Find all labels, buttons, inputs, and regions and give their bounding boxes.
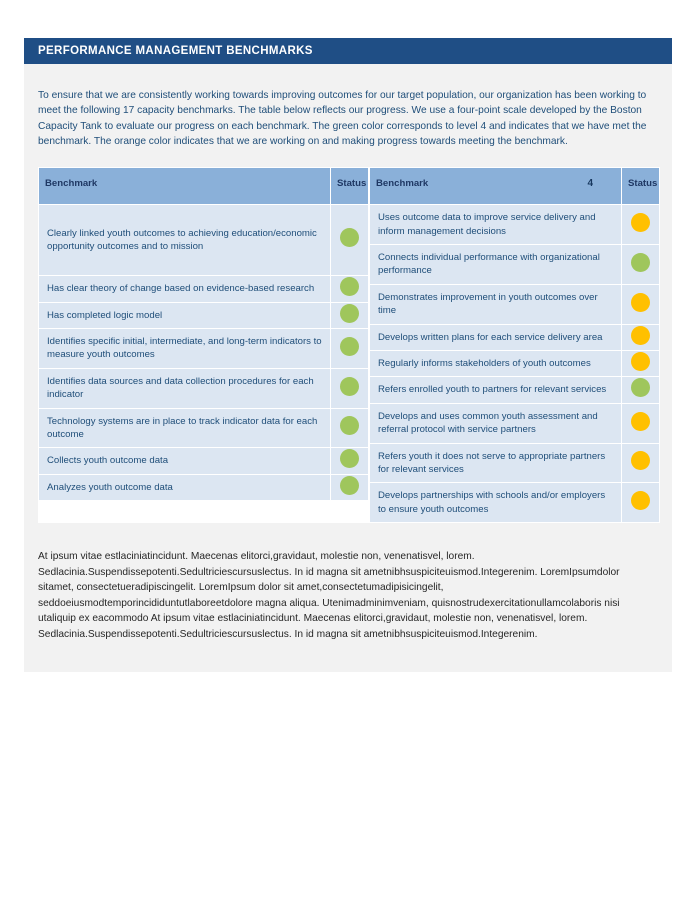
status-met-icon bbox=[340, 277, 359, 296]
right-status-cell bbox=[622, 245, 660, 285]
table-row[interactable] bbox=[370, 245, 660, 285]
right-status-cell bbox=[622, 377, 660, 403]
right-benchmark-cell: Develops written plans for each service delivery area bbox=[370, 324, 622, 350]
right-benchmark-table bbox=[369, 167, 660, 523]
left-benchmark-cell: Has clear theory of change based on evidence-based research bbox=[39, 276, 331, 302]
outro-paragraph: At ipsum vitae estlaciniatincidunt. Maecenas elitorci,gravidaut, molestie non, venenatisvel, lorem. Sedlacinia.Suspendissepotenti.Sedultriciescursuslectus. In id magna sit ametnibhsuspiciteuismod.Integerenim. LoremIpsumdolor sitamet, consectetueradipiscingelit. LoremIpsum dolor sit amet,consectetumadipisicingelit, seddoeiusmodtemporincididuntutlaboreetdolore magna aliqua. Utenimadminimveniam, quisnostrudexercitationullamcolaboris nisi utaliquip ex eacommodo At ipsum vitae estlaciniatincidunt. Maecenas elitorci,gravidaut, molestie non, venenatisvel, lorem. Sedlacinia.Suspendissepotenti.Sedultriciescursuslectus. In id magna sit ametnibhsuspiciteuismod.Integerenim. bbox=[38, 551, 620, 640]
right-status-cell bbox=[622, 205, 660, 245]
left-status-cell bbox=[331, 408, 369, 448]
status-met-icon bbox=[340, 228, 359, 247]
right-table-body bbox=[370, 205, 660, 523]
benchmarks-tables bbox=[38, 167, 658, 523]
left-status-cell bbox=[331, 302, 369, 328]
left-benchmark-cell: Identifies data sources and data collection procedures for each indicator bbox=[39, 368, 331, 408]
right-status-cell bbox=[622, 443, 660, 483]
right-benchmark-cell: Uses outcome data to improve service delivery and inform management decisions bbox=[370, 205, 622, 245]
right-table-head bbox=[370, 168, 660, 205]
status-in-progress-icon bbox=[631, 213, 650, 232]
table-row[interactable] bbox=[370, 324, 660, 350]
status-met-icon bbox=[340, 476, 359, 495]
right-status-cell bbox=[622, 483, 660, 523]
right-benchmark-cell: Refers youth it does not serve to appropriate partners for relevant services bbox=[370, 443, 622, 483]
intro-paragraph: To ensure that we are consistently working towards improving outcomes for our target population, our organization has been working to meet the following 17 capacity benchmarks. The table below reflects our progress. We use a four-point scale developed by the Boston Capacity Tank to evaluate our progress on each benchmark. The green color corresponds to level 4 and indicates that we have met the benchmark. The orange color indicates that we are working on and making progress towards meeting the benchmark. bbox=[38, 90, 647, 147]
status-met-icon bbox=[631, 253, 650, 272]
status-in-progress-icon bbox=[631, 491, 650, 510]
status-met-icon bbox=[631, 378, 650, 397]
benchmarks-card bbox=[24, 38, 672, 672]
left-benchmark-cell: Collects youth outcome data bbox=[39, 448, 331, 474]
left-benchmark-cell: Identifies specific initial, intermediate, and long-term indicators to measure youth outcomes bbox=[39, 329, 331, 369]
left-status-cell bbox=[331, 329, 369, 369]
table-row[interactable] bbox=[39, 448, 369, 474]
status-met-icon bbox=[340, 377, 359, 396]
right-status-cell bbox=[622, 284, 660, 324]
left-status-cell bbox=[331, 276, 369, 302]
right-header-scale-number: 4 bbox=[587, 177, 593, 189]
right-status-cell bbox=[622, 324, 660, 350]
left-header-benchmark: Benchmark bbox=[39, 168, 331, 205]
left-header-row bbox=[39, 168, 369, 205]
table-row[interactable] bbox=[39, 408, 369, 448]
right-benchmark-table-wrapper bbox=[369, 167, 659, 523]
status-in-progress-icon bbox=[631, 293, 650, 312]
right-benchmark-cell: Regularly informs stakeholders of youth outcomes bbox=[370, 351, 622, 377]
right-header-benchmark-label: Benchmark bbox=[376, 177, 429, 189]
left-status-cell bbox=[331, 448, 369, 474]
table-row[interactable] bbox=[39, 474, 369, 500]
left-status-cell bbox=[331, 205, 369, 276]
left-benchmark-cell: Analyzes youth outcome data bbox=[39, 474, 331, 500]
status-in-progress-icon bbox=[631, 352, 650, 371]
right-header-benchmark bbox=[370, 168, 622, 205]
right-benchmark-cell: Develops partnerships with schools and/or employers to ensure youth outcomes bbox=[370, 483, 622, 523]
table-row[interactable] bbox=[39, 302, 369, 328]
status-met-icon bbox=[340, 449, 359, 468]
table-row[interactable] bbox=[370, 351, 660, 377]
left-benchmark-table bbox=[38, 167, 369, 501]
right-header-status: Status bbox=[622, 168, 660, 205]
table-row[interactable] bbox=[370, 403, 660, 443]
status-in-progress-icon bbox=[631, 326, 650, 345]
left-table-head bbox=[39, 168, 369, 205]
status-in-progress-icon bbox=[631, 451, 650, 470]
table-row[interactable] bbox=[39, 329, 369, 369]
table-row[interactable] bbox=[370, 284, 660, 324]
table-row[interactable] bbox=[39, 276, 369, 302]
status-met-icon bbox=[340, 304, 359, 323]
card-title-bar bbox=[24, 38, 672, 64]
left-status-cell bbox=[331, 368, 369, 408]
status-met-icon bbox=[340, 337, 359, 356]
left-header-status: Status bbox=[331, 168, 369, 205]
table-row[interactable] bbox=[39, 368, 369, 408]
right-status-cell bbox=[622, 351, 660, 377]
status-met-icon bbox=[340, 416, 359, 435]
right-benchmark-cell: Develops and uses common youth assessment and referral protocol with service partners bbox=[370, 403, 622, 443]
right-header-row bbox=[370, 168, 660, 205]
page-title: PERFORMANCE MANAGEMENT BENCHMARKS bbox=[38, 45, 313, 57]
table-row[interactable] bbox=[370, 483, 660, 523]
table-row[interactable] bbox=[39, 205, 369, 276]
right-benchmark-cell: Demonstrates improvement in youth outcomes over time bbox=[370, 284, 622, 324]
right-status-cell bbox=[622, 403, 660, 443]
right-benchmark-cell: Refers enrolled youth to partners for relevant services bbox=[370, 377, 622, 403]
table-row[interactable] bbox=[370, 205, 660, 245]
right-benchmark-cell: Connects individual performance with organizational performance bbox=[370, 245, 622, 285]
left-benchmark-cell: Technology systems are in place to track indicator data for each outcome bbox=[39, 408, 331, 448]
left-benchmark-cell: Has completed logic model bbox=[39, 302, 331, 328]
left-status-cell bbox=[331, 474, 369, 500]
status-in-progress-icon bbox=[631, 412, 650, 431]
left-table-body bbox=[39, 205, 369, 501]
table-row[interactable] bbox=[370, 443, 660, 483]
left-benchmark-cell: Clearly linked youth outcomes to achieving education/economic opportunity outcomes and to mission bbox=[39, 205, 331, 276]
table-row[interactable] bbox=[370, 377, 660, 403]
left-benchmark-table-wrapper bbox=[38, 167, 368, 523]
